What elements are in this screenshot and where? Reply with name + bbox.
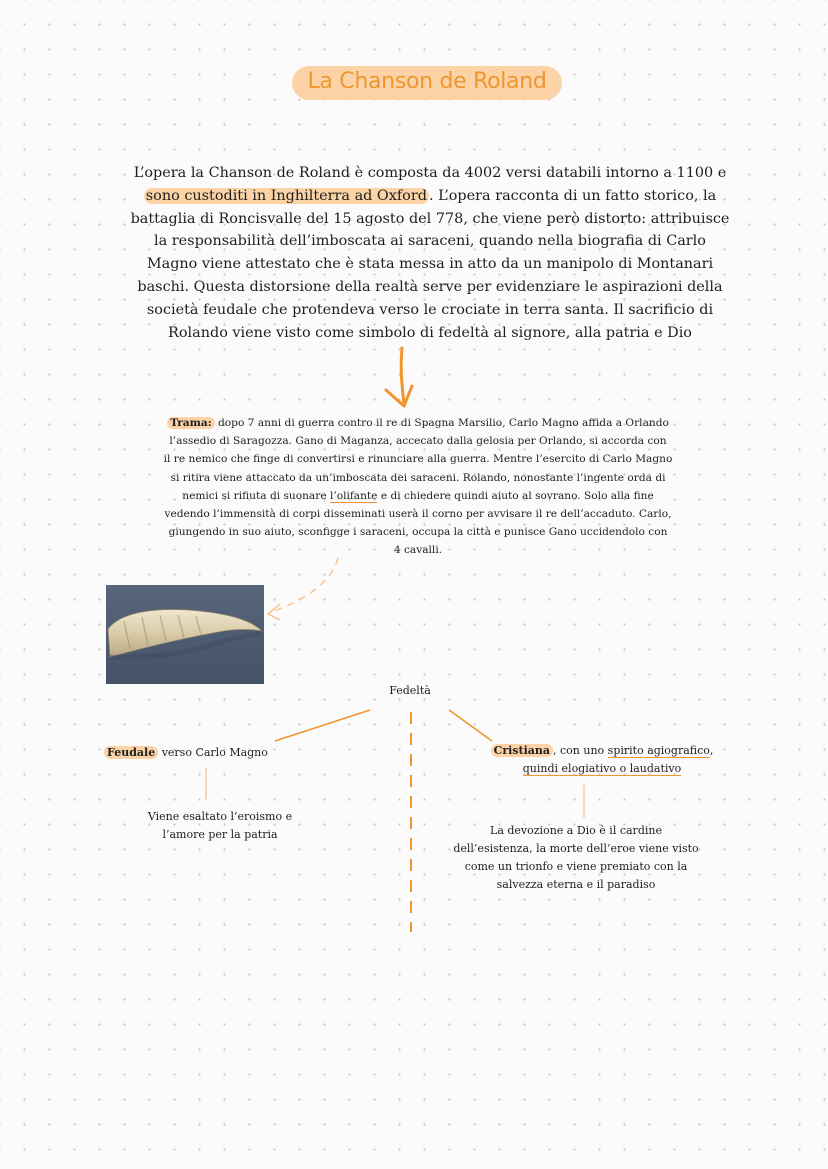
plot-line-text: dopo 7 anni di guerra contro il re di Spagna Marsilio, Carlo Magno affida a Orlando xyxy=(214,417,669,429)
intro-line: Rolando viene visto come simbolo di fedeltà al signore, alla patria e Dio xyxy=(168,324,692,341)
olifante-term: l’olifante xyxy=(329,489,378,502)
plot-line: vedendo l’immensità di corpi disseminati userà il corno per avvisare il re dell’accaduto. Carlo, xyxy=(164,508,672,521)
dashed-arrow-icon xyxy=(272,558,338,612)
plot-line: l’assedio di Saragozza. Gano di Maganza, accecato dalla gelosia per Orlando, si accorda con xyxy=(169,435,667,448)
feudale-text: verso Carlo Magno xyxy=(158,746,268,759)
plot-line: 4 cavalli. xyxy=(393,544,443,557)
detail-line: salvezza eterna e il paradiso xyxy=(496,878,656,891)
cristiana-tag: Cristiana xyxy=(491,744,553,757)
detail-line: Viene esaltato l’eroismo e xyxy=(147,810,293,823)
intro-line: baschi. Questa distorsione della realtà serve per evidenziare le aspirazioni della xyxy=(137,278,723,295)
detail-line: l’amore per la patria xyxy=(162,828,278,841)
plot-line-text: nemici si rifiuta di suonare xyxy=(182,489,330,502)
cristiana-line-2: quindi elogiativo o laudativo xyxy=(522,762,682,775)
cristiana-line xyxy=(472,760,732,778)
page-title: La Chanson de Roland xyxy=(307,69,547,94)
detail-line: dell’esistenza, la morte dell’eroe viene visto xyxy=(453,842,699,855)
intro-line: società feudale che protendeva verso le crociate in terra santa. Il sacrificio di xyxy=(146,301,714,318)
node-feudale-detail xyxy=(120,808,320,844)
arrow-head-icon xyxy=(386,386,412,406)
branch-line-cristiana xyxy=(449,710,492,741)
cristiana-text: , xyxy=(709,744,714,757)
plot-line-text: e di chiedere quindi aiuto al sovrano. Solo alla fine xyxy=(377,489,654,502)
plot-label: Trama: xyxy=(167,417,215,429)
intro-line: L’opera la Chanson de Roland è composta da 4002 versi databili intorno a 1100 e xyxy=(133,165,727,181)
arrow-down-icon xyxy=(401,348,404,404)
node-cristiana xyxy=(472,742,732,778)
intro-line: battaglia di Roncisvalle del 15 agosto del 778, che viene però distorto: attribuisce xyxy=(130,210,730,227)
cristiana-text: , con uno xyxy=(553,744,608,757)
node-feudale xyxy=(104,744,268,762)
root-node-fedelta: Fedeltà xyxy=(389,684,431,697)
underlined-phrase: spirito agiografico xyxy=(607,744,710,757)
plot-line: si ritira viene attaccato da un’imboscata dei saraceni. Rolando, nonostante l’ingente orda di xyxy=(170,471,666,484)
cristiana-line xyxy=(472,742,732,760)
intro-line: Magno viene attestato che è stata messa in atto da un manipolo di Montanari xyxy=(146,256,714,273)
intro-line: la responsabilità dell’imboscata ai saraceni, quando nella biografia di Carlo xyxy=(154,233,706,250)
feudale-tag: Feudale xyxy=(104,746,158,759)
detail-line: La devozione a Dio è il cardine xyxy=(490,824,662,837)
node-cristiana-detail xyxy=(430,822,722,894)
highlighted-phrase: sono custoditi in Inghilterra ad Oxford xyxy=(145,187,427,204)
branch-line-feudale xyxy=(275,710,370,741)
plot-line: giungendo in suo aiuto, sconfigge i saraceni, occupa la città e punisce Gano uccidendolo con xyxy=(168,526,668,539)
intro-line-text: . L’opera racconta di un fatto storico, la xyxy=(428,187,717,204)
plot-line: il re nemico che finge di convertirsi e rinunciare alla guerra. Mentre l’esercito di Carlo Magno xyxy=(163,453,673,466)
detail-line: come un trionfo e viene premiato con la xyxy=(464,860,688,873)
dashed-arrow-head-icon xyxy=(268,604,280,620)
